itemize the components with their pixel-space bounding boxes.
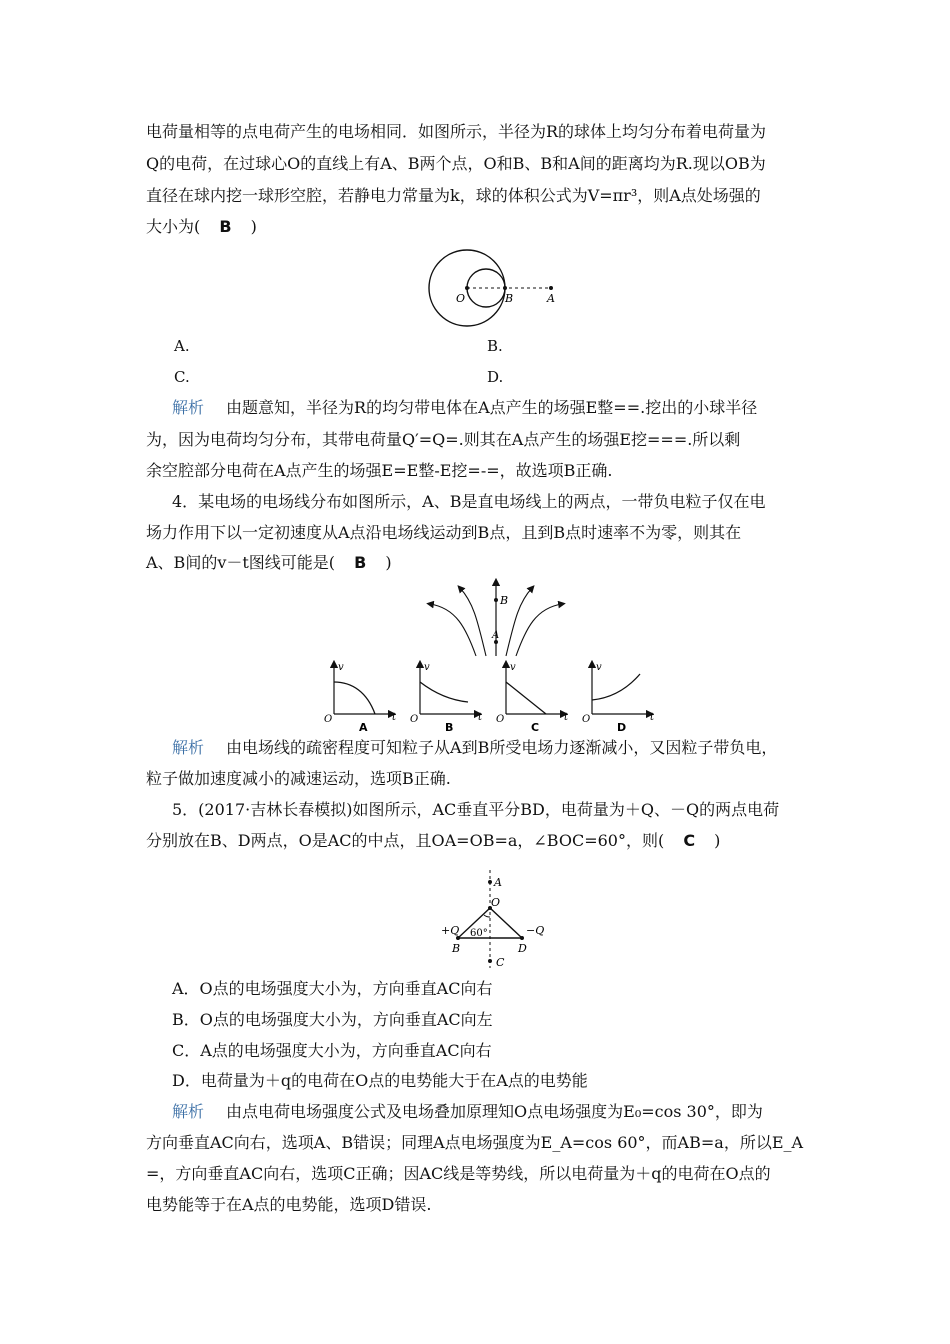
graph-d-v-label: v (596, 662, 602, 673)
label-minus-q: −Q (526, 924, 545, 937)
label-d: D (518, 942, 527, 955)
q5-jiexi-line-2: 方向垂直AC向右，选项A、B错误；同理A点电场强度为E_A=cos 60°，而AB=a，所以E_A (146, 1133, 804, 1152)
label-c: C (496, 956, 505, 969)
q3-jiexi-text-1: 由题意知，半径为R的均匀带电体在A点产生的场强E整==.挖出的小球半径 (226, 398, 758, 417)
graph-c-t-label: t (564, 712, 569, 723)
label-o: O (456, 292, 466, 305)
q4-field-lines-figure (420, 578, 570, 658)
q4-answer: B (354, 553, 367, 572)
label-b: B (452, 942, 461, 955)
graph-a-curve (334, 682, 375, 714)
q5-jiexi-label: 解析 (172, 1102, 205, 1121)
q5-answer: C (683, 831, 696, 850)
q4-jiexi-label: 解析 (172, 738, 205, 757)
label-a: A (492, 630, 500, 641)
graph-b-v-label: v (424, 662, 430, 673)
q3-line-3: 直径在球内挖一球形空腔，若静电力常量为k，球的体积公式为V=πr³，则A点处场强的 (146, 186, 761, 205)
point-b-dot (503, 286, 507, 290)
q5-jiexi-line-3: =，方向垂直AC向右，选项C正确；因AC线是等势线，所以电荷量为＋q的电荷在O点的 (146, 1164, 771, 1183)
graph-d-t-label: t (650, 712, 655, 723)
q4-jiexi-text-1: 由电场线的疏密程度可知粒子从A到B所受电场力逐渐减小，又因粒子带负电， (226, 738, 778, 757)
q4-graphs (322, 660, 667, 735)
graph-a-v-label: v (338, 662, 344, 673)
q3-option-b: B. (487, 337, 503, 355)
graph-b-origin: O (410, 714, 419, 725)
point-o-dot (465, 286, 469, 290)
q5-option-a: A．O点的电场强度大小为，方向垂直AC向右 (172, 979, 493, 998)
q4-close-paren: ) (385, 553, 392, 572)
graph-c (496, 662, 569, 734)
q5-line-1: 5．(2017·吉林长春模拟)如图所示，AC垂直平分BD，电荷量为＋Q、－Q的两点电荷 (172, 800, 780, 819)
graph-d-label: D (617, 721, 627, 734)
graph-a-origin: O (324, 714, 333, 725)
graph-a-label: A (359, 721, 368, 734)
point-d-dot (520, 936, 524, 940)
graph-c-label: C (531, 721, 540, 734)
q3-sphere-figure (425, 246, 565, 336)
point-a-dot (549, 286, 553, 290)
graph-b-label: B (445, 721, 454, 734)
field-line-right-outer (516, 604, 562, 656)
q4-line-1: 4．某电场的电场线分布如图所示，A、B是直电场线上的两点，一带负电粒子仅在电 (172, 492, 766, 511)
graph-b (410, 662, 483, 734)
graph-a (324, 662, 397, 734)
q5-option-d: D．电荷量为＋q的电荷在O点的电势能大于在A点的电势能 (172, 1071, 588, 1090)
q3-option-c: C. (174, 368, 190, 386)
field-line-left-outer (430, 604, 476, 656)
label-angle: 60° (470, 928, 488, 939)
q5-jiexi-line-4: 电势能等于在A点的电势能，选项D错误. (146, 1195, 432, 1214)
q3-jiexi-label: 解析 (172, 398, 205, 417)
q4-stem-end: A、B间的v－t图线可能是( (146, 553, 336, 572)
graph-d-curve (592, 674, 640, 700)
q5-option-c: C．A点的电场强度大小为，方向垂直AC向右 (172, 1041, 492, 1060)
q3-option-a: A. (174, 337, 190, 355)
point-a-dot (488, 880, 492, 884)
angle-arc (484, 915, 490, 917)
q3-line-2: Q的电荷，在过球心O的直线上有A、B两个点，O和B、B和A间的距离均为R.现以OB为 (146, 154, 766, 173)
q3-close-paren: ) (250, 217, 257, 236)
graph-c-origin: O (496, 714, 505, 725)
q3-stem-end: 大小为( (146, 217, 201, 236)
q5-line-2 (146, 831, 720, 851)
label-b: B (505, 292, 514, 305)
q3-jiexi-line-3: 余空腔部分电荷在A点产生的场强E=E整-E挖=-=，故选项B正确. (146, 461, 613, 480)
q5-jiexi-line-1 (172, 1102, 763, 1122)
q5-triangle-figure (438, 868, 548, 972)
q4-jiexi-line-2: 粒子做加速度减小的减速运动，选项B正确. (146, 769, 451, 788)
q4-line-3 (146, 553, 392, 573)
graph-d (582, 662, 655, 734)
label-o: O (491, 896, 501, 909)
graph-b-curve (420, 682, 468, 702)
graph-d-origin: O (582, 714, 591, 725)
q3-jiexi-line-2: 为，因为电荷均匀分布，其带电荷量Q′=Q=.则其在A点产生的场强E挖===.所以剩 (146, 430, 741, 449)
q5-close-paren: ) (714, 831, 721, 850)
label-b: B (500, 594, 509, 607)
q3-jiexi-line-1 (172, 398, 757, 418)
field-line-left-inner (460, 588, 486, 656)
label-plus-q: +Q (441, 924, 460, 937)
q3-line-1: 电荷量相等的点电荷产生的电场相同．如图所示，半径为R的球体上均匀分布着电荷量为 (146, 122, 767, 141)
q5-jiexi-text-1: 由点电荷电场强度公式及电场叠加原理知O点电场强度为E₀=cos 30°，即为 (226, 1102, 763, 1121)
q3-option-d: D. (487, 368, 504, 386)
point-c-dot (488, 959, 492, 963)
q3-answer: B (219, 217, 232, 236)
q4-line-2: 场力作用下以一定初速度从A点沿电场线运动到B点，且到B点时速率不为零，则其在 (146, 523, 742, 542)
q3-line-4 (146, 217, 257, 237)
graph-c-line (506, 682, 546, 714)
q5-stem-end: 分别放在B、D两点，O是AC的中点，且OA=OB=a，∠BOC=60°，则( (146, 831, 665, 850)
q4-jiexi-line-1 (172, 738, 777, 758)
label-a: A (494, 876, 502, 889)
point-b-dot (494, 598, 498, 602)
graph-c-v-label: v (510, 662, 516, 673)
field-line-right-inner (506, 588, 532, 656)
q5-option-b: B．O点的电场强度大小为，方向垂直AC向左 (172, 1010, 493, 1029)
label-a: A (547, 292, 555, 305)
graph-b-t-label: t (478, 712, 483, 723)
graph-a-t-label: t (392, 712, 397, 723)
